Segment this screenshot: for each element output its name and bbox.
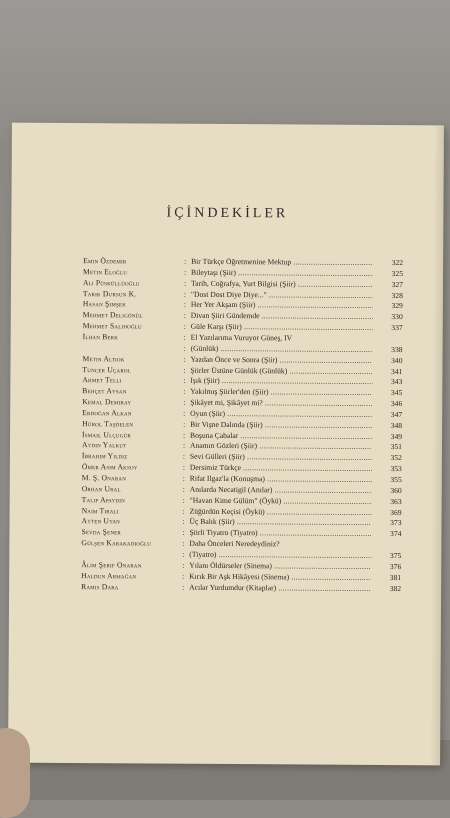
toc-work-title: Şiirli Tiyatro (Tiyatro) ..... bbox=[189, 527, 371, 539]
toc-author bbox=[83, 342, 183, 343]
toc-author: İbrahim Yıldız bbox=[82, 450, 182, 462]
toc-work-title: Yazdan Önce ve Sonra (Şiir) ..... bbox=[190, 353, 372, 365]
toc-author: Erdoğan Alkan bbox=[82, 407, 182, 419]
toc-separator: : bbox=[184, 332, 186, 343]
toc-separator: : bbox=[183, 484, 185, 495]
toc-author: Mehmet Deligönül bbox=[83, 309, 183, 321]
toc-work-title: Anamın Gözleri (Şiir) ..... bbox=[190, 440, 372, 452]
toc-author: Sevda Şener bbox=[81, 526, 181, 538]
toc-page-number: 325 bbox=[379, 268, 403, 279]
toc-separator: : bbox=[183, 397, 185, 408]
toc-page-number: 330 bbox=[379, 311, 403, 322]
toc-work-title: (Günlük) ..... bbox=[191, 343, 373, 355]
toc-separator: : bbox=[183, 451, 185, 462]
toc-work-title: Divan Şiiri Gündemde ..... bbox=[191, 310, 373, 322]
toc-page-number: 351 bbox=[378, 441, 402, 452]
toc-page-number: 375 bbox=[377, 550, 401, 561]
toc-separator: : bbox=[183, 494, 185, 505]
toc-author: M. Ş. Onaran bbox=[82, 472, 182, 484]
toc-page-number: 329 bbox=[379, 300, 403, 311]
toc-author: Metin Eloğlu bbox=[83, 266, 183, 278]
toc-page-number: 355 bbox=[378, 474, 402, 485]
thumb bbox=[0, 728, 30, 818]
toc-page-number: 340 bbox=[378, 355, 402, 366]
toc-separator: : bbox=[183, 375, 185, 386]
toc-author: Ali Püsküllüoğlu bbox=[83, 277, 183, 289]
toc-separator: : bbox=[183, 364, 185, 375]
toc-work-title: Şiirler Üstüne Günlük (Günlük) ..... bbox=[190, 364, 372, 376]
toc-author: Orhan Ural bbox=[82, 483, 182, 495]
toc-page-number: 346 bbox=[378, 398, 402, 409]
toc-separator: : bbox=[182, 538, 184, 549]
book-page bbox=[8, 123, 444, 766]
toc-separator: : bbox=[184, 343, 186, 354]
toc-work-title: Acılar Yurdumdur (Kitaplar) ..... bbox=[189, 581, 371, 593]
toc-work-title: Yakılmış Şiirler'den (Şiir) ..... bbox=[190, 386, 372, 398]
toc-author: Âlim Şerif Onaran bbox=[81, 559, 181, 571]
toc-separator: : bbox=[183, 353, 185, 364]
toc-author: Kemal Demiray bbox=[82, 396, 182, 408]
toc-page-number: 327 bbox=[379, 279, 403, 290]
toc-separator: : bbox=[182, 549, 184, 560]
toc-separator: : bbox=[184, 256, 186, 267]
toc-work-title: Kırık Bir Aşk Hikâyesi (Sinema) ..... bbox=[189, 570, 371, 582]
toc-author: Ahmet Telli bbox=[82, 374, 182, 386]
toc-work-title: Yılanı Öldürseler (Sinema) ..... bbox=[189, 560, 371, 572]
toc-work-title: Bir Vişne Dalında (Şiir) ..... bbox=[190, 419, 372, 431]
toc-work-title: "Dost Dost Diye Diye..." ..... bbox=[191, 288, 373, 300]
toc-author bbox=[81, 548, 181, 549]
page-title: İÇİNDEKİLER bbox=[11, 205, 443, 224]
toc-separator: : bbox=[183, 473, 185, 484]
toc-page-number: 381 bbox=[377, 572, 401, 583]
toc-page-number: 376 bbox=[377, 561, 401, 572]
toc-author: Emin Özdemir bbox=[83, 255, 183, 267]
toc-author: Hürol Taşdelen bbox=[82, 418, 182, 430]
toc-author: Haldun Armağan bbox=[81, 570, 181, 582]
toc-separator: : bbox=[184, 267, 186, 278]
toc-author: Tarık Dursun K. bbox=[83, 288, 183, 300]
toc-separator: : bbox=[184, 310, 186, 321]
toc-page-number: 382 bbox=[377, 582, 401, 593]
toc-separator: : bbox=[182, 581, 184, 592]
toc-page-number: 337 bbox=[379, 322, 403, 333]
toc-separator: : bbox=[184, 277, 186, 288]
toc-separator: : bbox=[183, 462, 185, 473]
toc-work-title: Sevi Gülleri (Şiir) ..... bbox=[190, 451, 372, 463]
toc-author: Ayten Uyan bbox=[81, 516, 181, 528]
toc-page-number: 348 bbox=[378, 420, 402, 431]
toc-separator: : bbox=[183, 386, 185, 397]
toc-author: İsmail Ulçugür bbox=[82, 429, 182, 441]
toc-page-number: 341 bbox=[378, 365, 402, 376]
toc-author: Talip Apaydın bbox=[82, 494, 182, 506]
toc-author: Ömer Asım Aksoy bbox=[82, 461, 182, 473]
toc-work-title: Rifat Ilgaz'la (Konuşma) ..... bbox=[190, 473, 372, 485]
toc-work-title: Dersimiz Türkçe ..... bbox=[190, 462, 372, 474]
toc-author: Metin Altıok bbox=[82, 353, 182, 365]
toc-page-number: 360 bbox=[378, 485, 402, 496]
toc-page-number: 345 bbox=[378, 387, 402, 398]
background-surface-top bbox=[0, 0, 450, 140]
toc-work-title: "Havan Kime Gülüm" (Öykü) ..... bbox=[190, 494, 372, 506]
toc-page-number: 322 bbox=[379, 257, 403, 268]
toc-work-title: Tarih, Coğrafya, Yurt Bilgisi (Şiir) ..... bbox=[191, 277, 373, 289]
toc-page-number: 373 bbox=[377, 517, 401, 528]
toc-author: İlhan Berk bbox=[83, 331, 183, 343]
toc-separator: : bbox=[184, 299, 186, 310]
table-of-contents bbox=[83, 255, 403, 257]
toc-separator: : bbox=[183, 408, 185, 419]
toc-page-number: 349 bbox=[378, 431, 402, 442]
toc-page-number: 374 bbox=[377, 528, 401, 539]
toc-entry bbox=[81, 581, 401, 594]
toc-author: Naim Tiralı bbox=[82, 505, 182, 517]
toc-page-number: 369 bbox=[378, 506, 402, 517]
toc-page-number: 347 bbox=[378, 409, 402, 420]
toc-work-title: Oyun (Şiir) ..... bbox=[190, 408, 372, 420]
toc-work-title: Boşuna Çabalar ..... bbox=[190, 429, 372, 441]
toc-separator: : bbox=[183, 505, 185, 516]
toc-work-title: Daha Önceleri Neredeydiniz? bbox=[189, 538, 371, 550]
toc-work-title: Şikâyet mi, Şikâyet mi? ..... bbox=[190, 397, 372, 409]
toc-author: Ramis Dara bbox=[81, 581, 181, 593]
toc-work-title: Işık (Şiir) ..... bbox=[190, 375, 372, 387]
toc-separator: : bbox=[183, 418, 185, 429]
toc-work-title: Anılarda Necatigil (Anılar) ..... bbox=[190, 484, 372, 496]
toc-separator: : bbox=[184, 321, 186, 332]
toc-page-number: 353 bbox=[378, 463, 402, 474]
toc-author: Gülşen Karakadıoğlu bbox=[81, 537, 181, 549]
toc-work-title: Züğürdün Keçisi (Öykü) ..... bbox=[190, 505, 372, 517]
toc-page-number: 352 bbox=[378, 452, 402, 463]
toc-work-title: Bileytaşı (Şiir) ..... bbox=[191, 267, 373, 279]
toc-author: Mehmet Salihoğlu bbox=[83, 320, 183, 332]
toc-work-title: El Yazılarıma Vuruyor Güneş, IV bbox=[191, 332, 373, 344]
toc-work-title: Her Yer Akşam (Şiir) ..... bbox=[191, 299, 373, 311]
toc-page-number: 343 bbox=[378, 376, 402, 387]
toc-work-title: Üç Balık (Şiir) ..... bbox=[189, 516, 371, 528]
toc-author: Hasan Şimşek bbox=[83, 299, 183, 311]
toc-author: Behçet Aysan bbox=[82, 385, 182, 397]
toc-author: Tuncer Uçarol bbox=[82, 364, 182, 376]
toc-page-number: 363 bbox=[378, 496, 402, 507]
toc-separator: : bbox=[182, 560, 184, 571]
toc-separator: : bbox=[182, 527, 184, 538]
toc-separator: : bbox=[184, 288, 186, 299]
toc-work-title: Güle Karşı (Şiir) ..... bbox=[191, 321, 373, 333]
toc-work-title: Bir Türkçe Öğretmenine Mektup ..... bbox=[191, 256, 373, 268]
toc-author: Aydın Yalkut bbox=[82, 440, 182, 452]
toc-separator: : bbox=[183, 440, 185, 451]
toc-separator: : bbox=[183, 429, 185, 440]
toc-page-number: 338 bbox=[379, 344, 403, 355]
toc-work-title: (Tiyatro) ..... bbox=[189, 549, 371, 561]
toc-page-number: 328 bbox=[379, 289, 403, 300]
toc-separator: : bbox=[182, 516, 184, 527]
toc-separator: : bbox=[182, 570, 184, 581]
